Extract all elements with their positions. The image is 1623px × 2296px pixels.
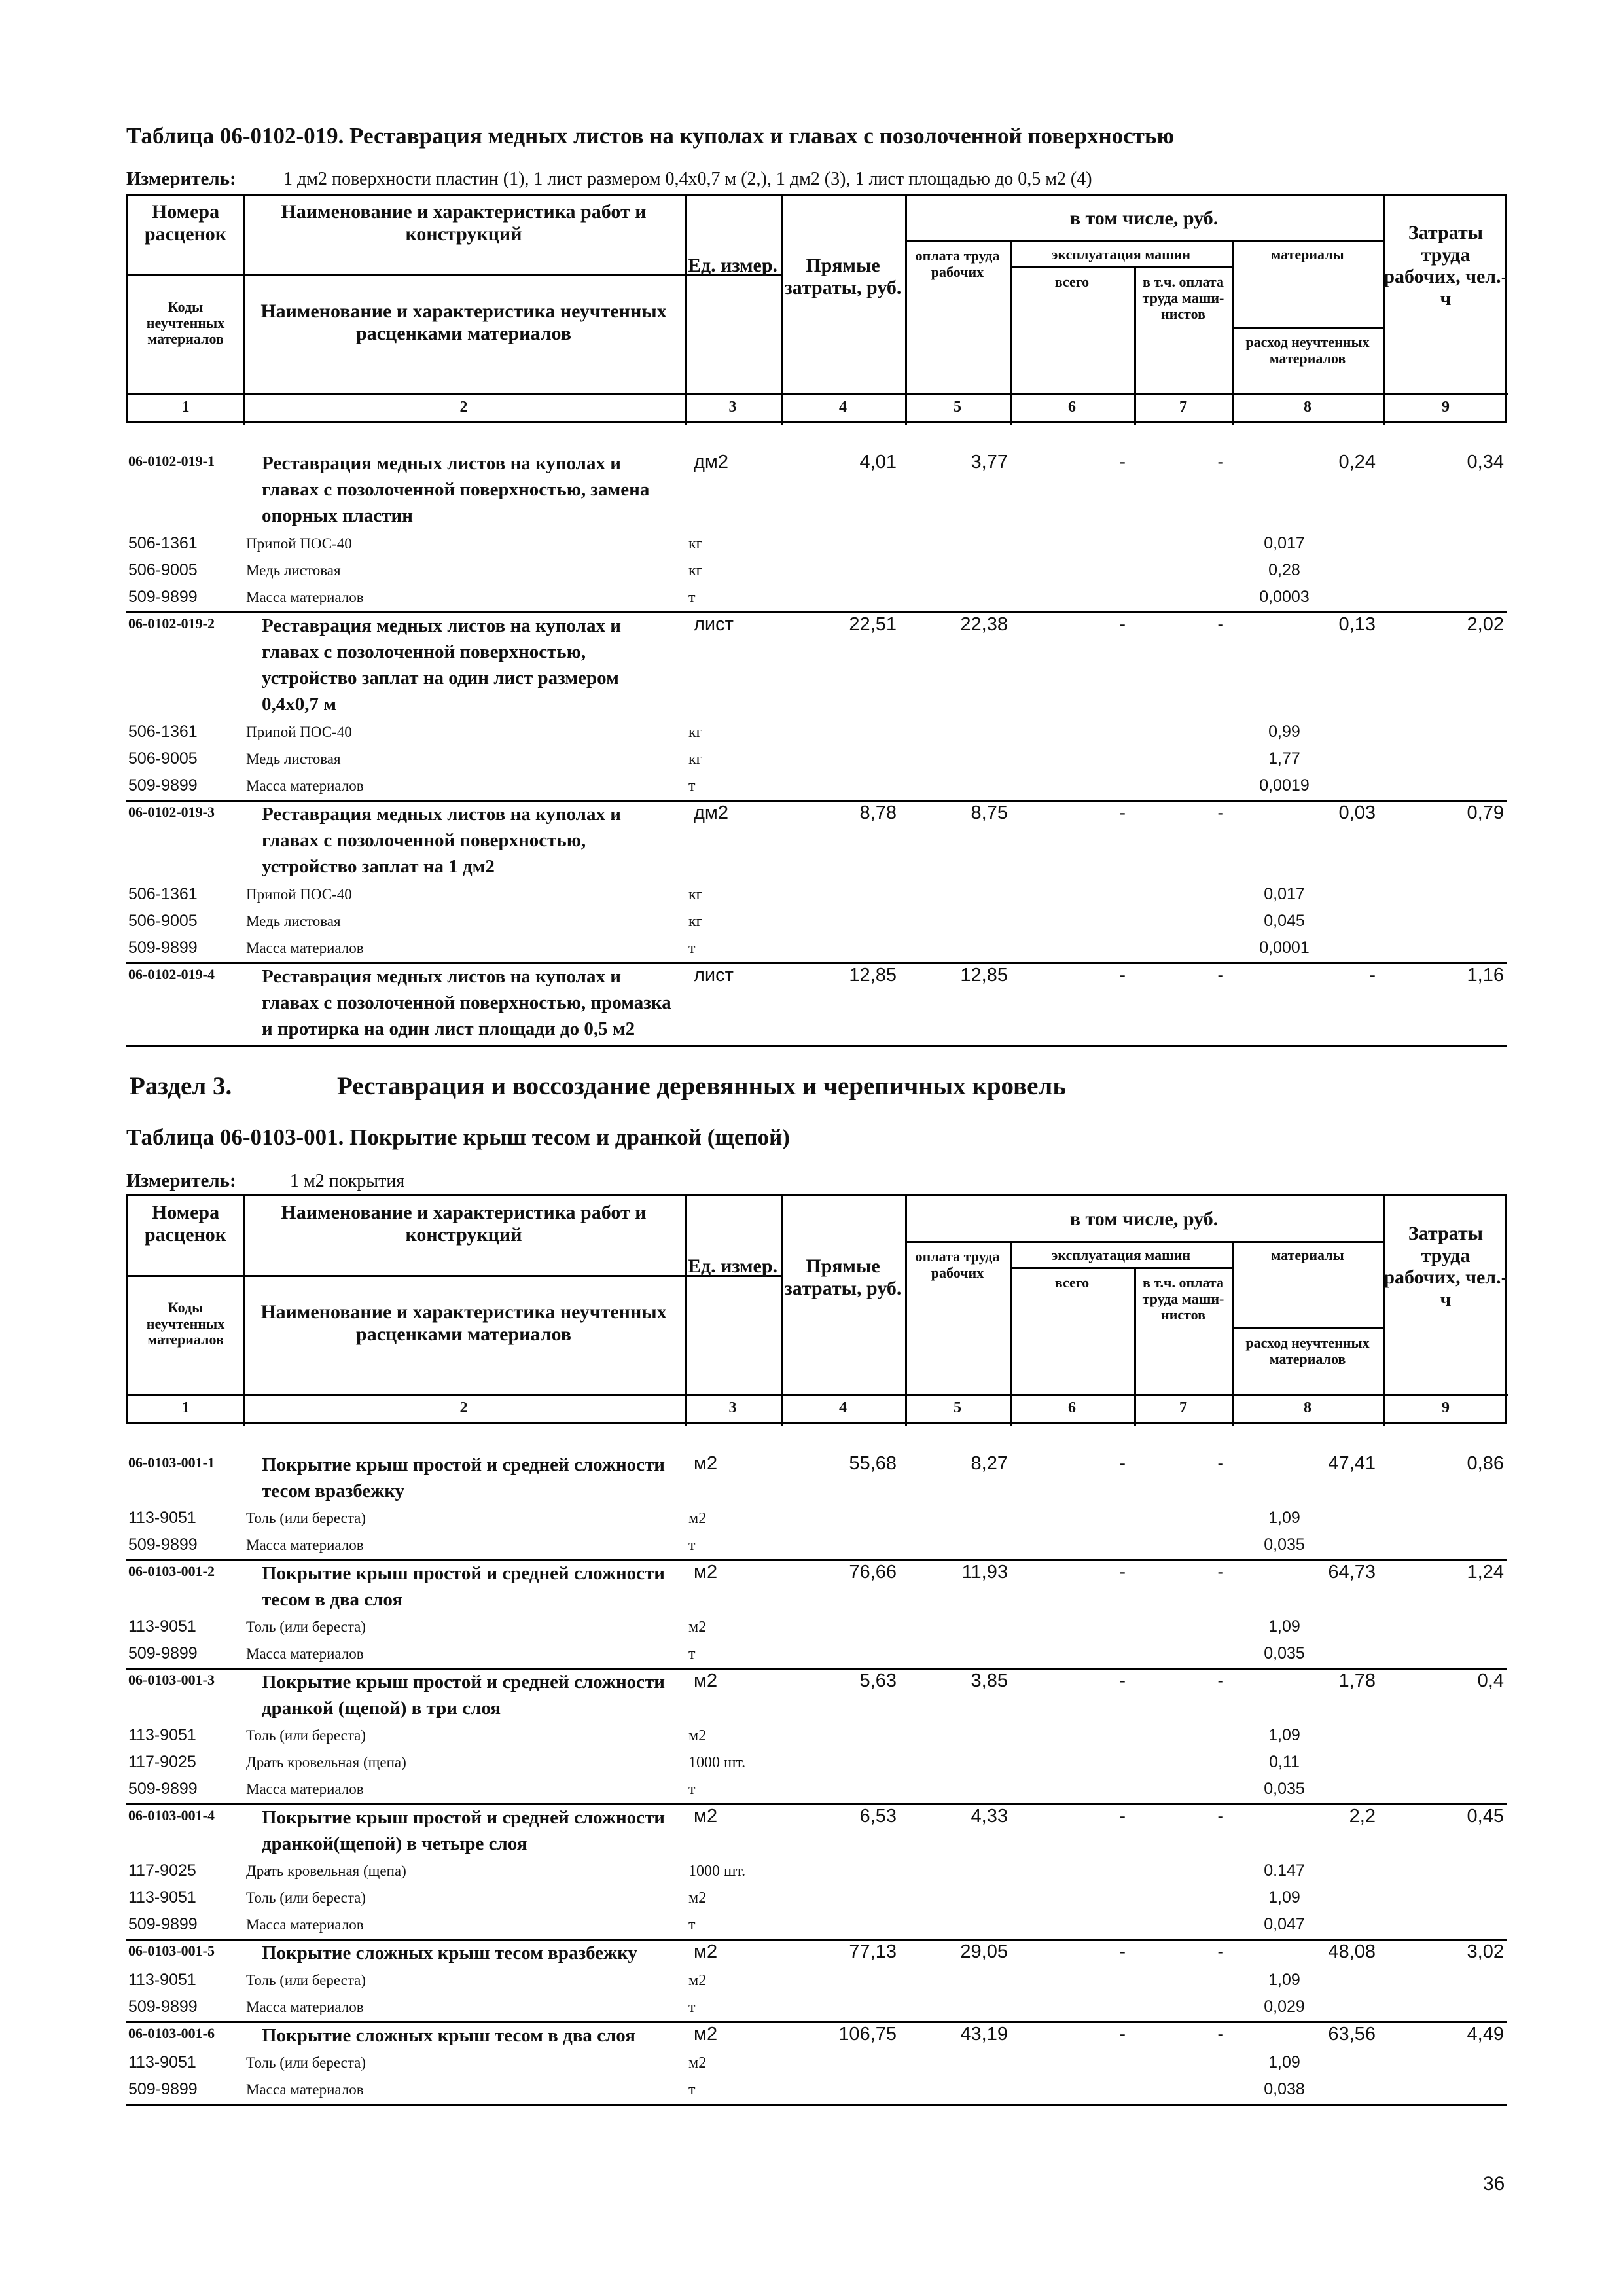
table2-h-mat-codes: Коды неучтенных материалов	[146, 1299, 225, 1348]
table2-machinist-wages: -	[1217, 1670, 1224, 1691]
table1-hline-mat	[1232, 327, 1383, 329]
table2-material-consumption: 1,09	[1268, 1509, 1300, 1527]
table1-title: Таблица 06-0102-019. Реставрация медных листов на куполах и главах с позолоченной поверхностью	[126, 123, 1175, 149]
table2-header-table	[126, 1194, 1507, 1424]
table2-machines: -	[1119, 1453, 1126, 1474]
table2-h-mach-total: всего	[1054, 1274, 1090, 1291]
table1-material-consumption: 0,99	[1268, 723, 1300, 741]
table2-material-code: 113-9051	[128, 1509, 196, 1527]
table2-rate-code: 06-0103-001-5	[128, 1943, 215, 1959]
table2-h-mach-wages: в т.ч. оплата труда маши-нистов	[1142, 1274, 1224, 1323]
table1-machinist-wages: -	[1217, 965, 1224, 986]
table1-h-rate-no: Номера расценок	[144, 201, 227, 245]
table1-materials: -	[1369, 965, 1376, 986]
table2-material-code: 509-9899	[128, 1644, 198, 1662]
table2-labor: 4,49	[1467, 2024, 1504, 2045]
table1-material-unit: т	[688, 778, 696, 795]
table1-rate-code: 06-0102-019-1	[128, 453, 215, 469]
table1-h-incl: в том числе, руб.	[1069, 207, 1219, 229]
table1-header-table	[126, 194, 1507, 423]
table1-material-name: Припой ПОС-40	[246, 535, 352, 552]
table2-h-num-1: 1	[181, 1399, 190, 1416]
table2-material-name: Масса материалов	[246, 1537, 364, 1553]
page-number: 36	[1483, 2173, 1505, 2195]
table2-machines: -	[1119, 2024, 1126, 2045]
table2-material-name: Толь (или береста)	[246, 1510, 366, 1526]
table2-h-incl: в том числе, руб.	[1069, 1208, 1219, 1230]
table2-direct-cost: 55,68	[849, 1453, 897, 1474]
table1-labor: 0,79	[1467, 802, 1504, 823]
table2-h-num-6: 6	[1068, 1399, 1076, 1416]
table2-machinist-wages: -	[1217, 1453, 1224, 1474]
table2-material-code: 113-9051	[128, 1617, 196, 1636]
table1-direct-cost: 8,78	[859, 802, 897, 823]
table2-material-name: Масса материалов	[246, 1999, 364, 2015]
table2-vline-3	[905, 1196, 907, 1426]
table2-material-name: Толь (или береста)	[246, 1972, 366, 1988]
table1-rate-code: 06-0102-019-4	[128, 966, 215, 982]
table1-material-code: 509-9899	[128, 939, 198, 957]
table2-materials: 2,2	[1349, 1806, 1376, 1827]
table1-material-consumption: 0,045	[1264, 912, 1305, 930]
table2-material-name: Драть кровельная (щепа)	[246, 1863, 406, 1879]
table1-h-num-7: 7	[1179, 399, 1187, 416]
table1-h-num-3: 3	[728, 399, 737, 416]
table2-material-unit: м2	[688, 1972, 707, 1989]
table1-material-name: Припой ПОС-40	[246, 724, 352, 740]
table2-wages: 43,19	[960, 2024, 1008, 2045]
table2-material-consumption: 0,035	[1264, 1644, 1305, 1662]
table1-unit: лист	[694, 965, 734, 986]
table1-material-name: Медь листовая	[246, 562, 341, 579]
table2-direct-cost: 76,66	[849, 1562, 897, 1583]
table2-direct-cost: 106,75	[838, 2024, 897, 2045]
table1-material-name: Масса материалов	[246, 940, 364, 956]
table2-measure-text: 1 м2 покрытия	[290, 1171, 405, 1191]
table2-material-code: 117-9025	[128, 1753, 196, 1771]
table1-work-name: Реставрация медных листов на куполах и главах с позолоченной поверхностью, устройство заплат на один лист размером 0,4х0,7 м	[262, 615, 621, 715]
table2-material-code: 113-9051	[128, 1726, 196, 1744]
table1-material-unit: кг	[688, 886, 703, 903]
table1-material-code: 506-1361	[128, 723, 198, 741]
table1-h-materials: материалы	[1271, 246, 1344, 262]
table2-material-unit: т	[688, 1916, 696, 1933]
table2-rate-code: 06-0103-001-2	[128, 1563, 215, 1579]
table1-material-unit: кг	[688, 562, 703, 579]
table2-labor: 0,45	[1467, 1806, 1504, 1827]
table2-material-consumption: 1,09	[1268, 1617, 1300, 1636]
table2-materials: 1,78	[1338, 1670, 1376, 1691]
table2-h-labor: Затраты труда рабочих, чел.-ч	[1383, 1223, 1508, 1310]
section-label: Раздел 3.	[130, 1072, 232, 1100]
table1-material-code: 506-1361	[128, 534, 198, 552]
table1-material-consumption: 0,0003	[1259, 588, 1310, 606]
table1-wages: 12,85	[960, 965, 1008, 986]
table1-vline-3	[905, 196, 907, 425]
table1-labor: 0,34	[1467, 452, 1504, 473]
table2-material-code: 113-9051	[128, 1971, 196, 1989]
table1-direct-cost: 22,51	[849, 614, 897, 635]
table1-material-code: 509-9899	[128, 588, 198, 606]
table2-hline-incl	[905, 1241, 1383, 1243]
table2-machinist-wages: -	[1217, 1941, 1224, 1962]
table1-h-num-9: 9	[1442, 399, 1450, 416]
table1-material-consumption: 0,017	[1264, 885, 1305, 903]
table2-material-code: 509-9899	[128, 1780, 198, 1798]
table1-material-name: Медь листовая	[246, 913, 341, 929]
table2-material-code: 113-9051	[128, 2053, 196, 2072]
table1-materials: 0,13	[1338, 614, 1376, 635]
table2-material-unit: м2	[688, 1890, 707, 1907]
table2-rate-code: 06-0103-001-4	[128, 1807, 215, 1823]
table1-wages: 8,75	[971, 802, 1008, 823]
table1-vline-1	[685, 196, 687, 425]
table2-h-direct: Прямые затраты, руб.	[784, 1255, 902, 1299]
table1-material-consumption: 0,0001	[1259, 939, 1310, 957]
table2-hline-nums	[128, 1394, 1508, 1396]
table1-h-num-8: 8	[1304, 399, 1311, 416]
table2-h-num-9: 9	[1442, 1399, 1450, 1416]
table1-h-num-5: 5	[954, 399, 961, 416]
table2-rate-code: 06-0103-001-1	[128, 1454, 215, 1471]
table2-unit: м2	[694, 1453, 718, 1474]
table2-material-code: 509-9899	[128, 1915, 198, 1933]
table2-wages: 3,85	[971, 1670, 1008, 1691]
table1-material-consumption: 0,28	[1268, 561, 1300, 579]
table1-material-code: 506-9005	[128, 561, 198, 579]
table2-machines: -	[1119, 1806, 1126, 1827]
table1-material-consumption: 0,017	[1264, 534, 1305, 552]
table1-h-direct: Прямые затраты, руб.	[784, 255, 902, 298]
table1-hline-incl	[905, 240, 1383, 242]
table2-h-num-5: 5	[954, 1399, 961, 1416]
table2-row-separator	[126, 2104, 1507, 2106]
section-title: Реставрация и воссоздание деревянных и черепичных кровель	[337, 1072, 1066, 1100]
table2-material-consumption: 1,09	[1268, 2053, 1300, 2072]
table1-material-name: Припой ПОС-40	[246, 886, 352, 903]
table1-machines: -	[1119, 965, 1126, 986]
table2-h-unit: Ед. измер.	[687, 1255, 778, 1277]
table1-materials: 0,03	[1338, 802, 1376, 823]
table1-unit: лист	[694, 614, 734, 635]
table2-machinist-wages: -	[1217, 1562, 1224, 1583]
table2-wages: 29,05	[960, 1941, 1008, 1962]
table2-unit: м2	[694, 1562, 718, 1583]
table2-wages: 11,93	[961, 1562, 1008, 1583]
table1-h-mat-cons: расход неучтенных материалов	[1245, 334, 1370, 367]
table1-vline-c8	[1232, 240, 1234, 425]
table1-hline-mach	[1010, 266, 1232, 268]
table2-material-consumption: 0,038	[1264, 2080, 1305, 2098]
table2-h-mat-name: Наименование и характеристика неучтенных расценками материалов	[260, 1301, 667, 1345]
table2-machines: -	[1119, 1670, 1126, 1691]
table2-direct-cost: 5,63	[859, 1670, 897, 1691]
table2-material-code: 113-9051	[128, 1888, 196, 1907]
table2-hline-mach	[1010, 1267, 1232, 1269]
table2-machinist-wages: -	[1217, 2024, 1224, 2045]
table1-rate-code: 06-0102-019-3	[128, 804, 215, 820]
table2-work-name: Покрытие крыш простой и средней сложности дранкой(щепой) в четыре слоя	[262, 1807, 665, 1854]
table2-materials: 48,08	[1328, 1941, 1376, 1962]
table2-material-consumption: 0,11	[1269, 1753, 1300, 1771]
table2-material-unit: м2	[688, 1619, 707, 1636]
table2-material-name: Толь (или береста)	[246, 1727, 366, 1744]
table2-direct-cost: 6,53	[859, 1806, 897, 1827]
table2-labor: 1,24	[1467, 1562, 1504, 1583]
table1-machines: -	[1119, 614, 1126, 635]
table2-labor: 0,86	[1467, 1453, 1504, 1474]
table2-material-consumption: 0.147	[1264, 1861, 1305, 1880]
table1-h-machines: эксплуатация машин	[1051, 246, 1191, 262]
table2-unit: м2	[694, 2024, 718, 2045]
table1-material-unit: кг	[688, 535, 703, 552]
table1-labor: 2,02	[1467, 614, 1504, 635]
table2-material-name: Толь (или береста)	[246, 1619, 366, 1635]
table2-material-unit: т	[688, 1999, 696, 2016]
table2-h-rate-no: Номера расценок	[144, 1202, 227, 1246]
table2-material-code: 509-9899	[128, 1998, 198, 2016]
table2-material-unit: т	[688, 1645, 696, 1662]
table1-material-unit: т	[688, 589, 696, 606]
table2-work-name: Покрытие сложных крыш тесом в два слоя	[262, 2025, 635, 2046]
table2-title: Таблица 06-0103-001. Покрытие крыш тесом и дранкой (щепой)	[126, 1124, 790, 1150]
table1-machines: -	[1119, 802, 1126, 823]
table1-h-num-1: 1	[181, 399, 190, 416]
table1-wages: 22,38	[960, 614, 1008, 635]
table1-machinist-wages: -	[1217, 452, 1224, 473]
table1-measure	[126, 168, 236, 190]
table2-material-consumption: 1,09	[1268, 1971, 1300, 1989]
table2-hline-mat	[1232, 1327, 1383, 1329]
table1-material-consumption: 0,0019	[1259, 776, 1310, 795]
table2-h-num-2: 2	[459, 1399, 468, 1416]
table2-machines: -	[1119, 1562, 1126, 1583]
table2-labor: 0,4	[1477, 1670, 1504, 1691]
table1-unit: дм2	[694, 452, 728, 473]
table2-material-name: Масса материалов	[246, 1781, 364, 1797]
table2-material-code: 509-9899	[128, 1535, 198, 1554]
table2-rate-code: 06-0103-001-6	[128, 2025, 215, 2041]
table2-material-unit: т	[688, 2081, 696, 2098]
table1-h-mach-wages: в т.ч. оплата труда маши-нистов	[1142, 274, 1224, 323]
table1-material-code: 506-9005	[128, 749, 198, 768]
table2-materials: 64,73	[1328, 1562, 1376, 1583]
table2-direct-cost: 77,13	[849, 1941, 897, 1962]
table1-h-mach-total: всего	[1054, 274, 1090, 290]
table1-material-consumption: 1,77	[1268, 749, 1300, 768]
table2-wages: 8,27	[971, 1453, 1008, 1474]
table1-row-separator	[126, 1045, 1507, 1047]
table1-material-unit: кг	[688, 724, 703, 741]
table2-material-code: 509-9899	[128, 2080, 198, 2098]
table1-h-labor: Затраты труда рабочих, чел.-ч	[1383, 222, 1508, 310]
table1-hline-nums	[128, 393, 1508, 395]
table2-h-num-3: 3	[728, 1399, 737, 1416]
table1-h-mat-name: Наименование и характеристика неучтенных расценками материалов	[260, 300, 667, 344]
table1-machines: -	[1119, 452, 1126, 473]
table1-measure-text: 1 дм2 поверхности пластин (1), 1 лист размером 0,4х0,7 м (2,), 1 дм2 (3), 1 лист площадью до 0,5 м2 (4)	[283, 169, 1092, 189]
table2-h-num-7: 7	[1179, 1399, 1187, 1416]
table2-material-consumption: 0,047	[1264, 1915, 1305, 1933]
table1-material-unit: кг	[688, 751, 703, 768]
table2-vline-2	[781, 1196, 783, 1426]
table1-h-work-name: Наименование и характеристика работ и конструкций	[281, 201, 647, 245]
table2-material-unit: м2	[688, 2054, 707, 2072]
table2-work-name: Покрытие крыш простой и средней сложности дранкой (щепой) в три слоя	[262, 1672, 665, 1719]
table1-material-unit: т	[688, 940, 696, 957]
table2-material-unit: м2	[688, 1510, 707, 1527]
table2-h-materials: материалы	[1271, 1247, 1344, 1263]
table2-h-machines: эксплуатация машин	[1051, 1247, 1191, 1263]
table2-vline-1	[685, 1196, 687, 1426]
table2-material-unit: т	[688, 1537, 696, 1554]
table2-machinist-wages: -	[1217, 1806, 1224, 1827]
table2-material-name: Масса материалов	[246, 1916, 364, 1933]
table2-material-name: Масса материалов	[246, 1645, 364, 1662]
table1-material-name: Медь листовая	[246, 751, 341, 767]
table2-machines: -	[1119, 1941, 1126, 1962]
table2-unit: м2	[694, 1941, 718, 1962]
table2-material-code: 117-9025	[128, 1861, 196, 1880]
table1-hline-names	[128, 274, 781, 276]
table2-wages: 4,33	[971, 1806, 1008, 1827]
table1-machinist-wages: -	[1217, 802, 1224, 823]
table2-material-consumption: 1,09	[1268, 1726, 1300, 1744]
table2-material-unit: 1000 шт.	[688, 1754, 746, 1771]
table2-work-name: Покрытие крыш простой и средней сложности тесом в два слоя	[262, 1563, 665, 1610]
table1-direct-cost: 4,01	[859, 452, 897, 473]
table1-material-code: 506-9005	[128, 912, 198, 930]
table1-work-name: Реставрация медных листов на куполах и главах с позолоченной поверхностью, промазка и протирка на один лист площади до 0,5 м2	[262, 966, 671, 1039]
table1-unit: дм2	[694, 802, 728, 823]
table1-h-wages: оплата труда рабочих	[915, 247, 1000, 280]
table2-h-num-8: 8	[1304, 1399, 1311, 1416]
table2-rate-code: 06-0103-001-3	[128, 1672, 215, 1688]
table1-measure-label: Измеритель:	[126, 168, 236, 189]
table2-material-unit: 1000 шт.	[688, 1863, 746, 1880]
table2-material-name: Толь (или береста)	[246, 2054, 366, 2071]
table1-wages: 3,77	[971, 452, 1008, 473]
table2-hline-names	[128, 1275, 781, 1277]
table2-measure-label: Измеритель:	[126, 1170, 236, 1191]
table1-material-code: 506-1361	[128, 885, 198, 903]
table1-material-name: Масса материалов	[246, 589, 364, 605]
table1-h-num-2: 2	[459, 399, 468, 416]
table1-direct-cost: 12,85	[849, 965, 897, 986]
table2-h-num-4: 4	[839, 1399, 847, 1416]
table2-h-wages: оплата труда рабочих	[915, 1248, 1000, 1281]
table1-materials: 0,24	[1338, 452, 1376, 473]
table2-materials: 63,56	[1328, 2024, 1376, 2045]
table2-material-unit: м2	[688, 1727, 707, 1744]
table1-work-name: Реставрация медных листов на куполах и главах с позолоченной поверхностью, замена опорных пластин	[262, 453, 650, 526]
table1-material-name: Масса материалов	[246, 778, 364, 794]
table2-material-consumption: 0,035	[1264, 1535, 1305, 1554]
table1-h-unit: Ед. измер.	[687, 255, 778, 276]
table1-h-num-6: 6	[1068, 399, 1076, 416]
table1-material-code: 509-9899	[128, 776, 198, 795]
table1-rate-code: 06-0102-019-2	[128, 615, 215, 632]
table2-measure	[126, 1170, 236, 1192]
table2-vline-c8	[1232, 1241, 1234, 1426]
table2-material-consumption: 0,035	[1264, 1780, 1305, 1798]
table2-material-unit: т	[688, 1781, 696, 1798]
table2-h-mat-cons: расход неучтенных материалов	[1245, 1335, 1370, 1367]
table2-labor: 3,02	[1467, 1941, 1504, 1962]
table2-work-name: Покрытие крыш простой и средней сложности тесом вразбежку	[262, 1454, 665, 1501]
table2-material-name: Толь (или береста)	[246, 1890, 366, 1906]
table2-materials: 47,41	[1328, 1453, 1376, 1474]
table1-vline-2	[781, 196, 783, 425]
table1-material-unit: кг	[688, 913, 703, 930]
table1-machinist-wages: -	[1217, 614, 1224, 635]
table1-h-mat-codes: Коды неучтенных материалов	[146, 298, 225, 348]
table2-unit: м2	[694, 1806, 718, 1827]
table2-material-name: Драть кровельная (щепа)	[246, 1754, 406, 1770]
table2-material-consumption: 0,029	[1264, 1998, 1305, 2016]
table2-material-name: Масса материалов	[246, 2081, 364, 2098]
table1-h-num-4: 4	[839, 399, 847, 416]
table1-work-name: Реставрация медных листов на куполах и главах с позолоченной поверхностью, устройство заплат на 1 дм2	[262, 804, 621, 877]
table2-h-work-name: Наименование и характеристика работ и конструкций	[281, 1202, 647, 1246]
table2-work-name: Покрытие сложных крыш тесом вразбежку	[262, 1943, 637, 1964]
table2-unit: м2	[694, 1670, 718, 1691]
table1-labor: 1,16	[1467, 965, 1504, 986]
table2-material-consumption: 1,09	[1268, 1888, 1300, 1907]
